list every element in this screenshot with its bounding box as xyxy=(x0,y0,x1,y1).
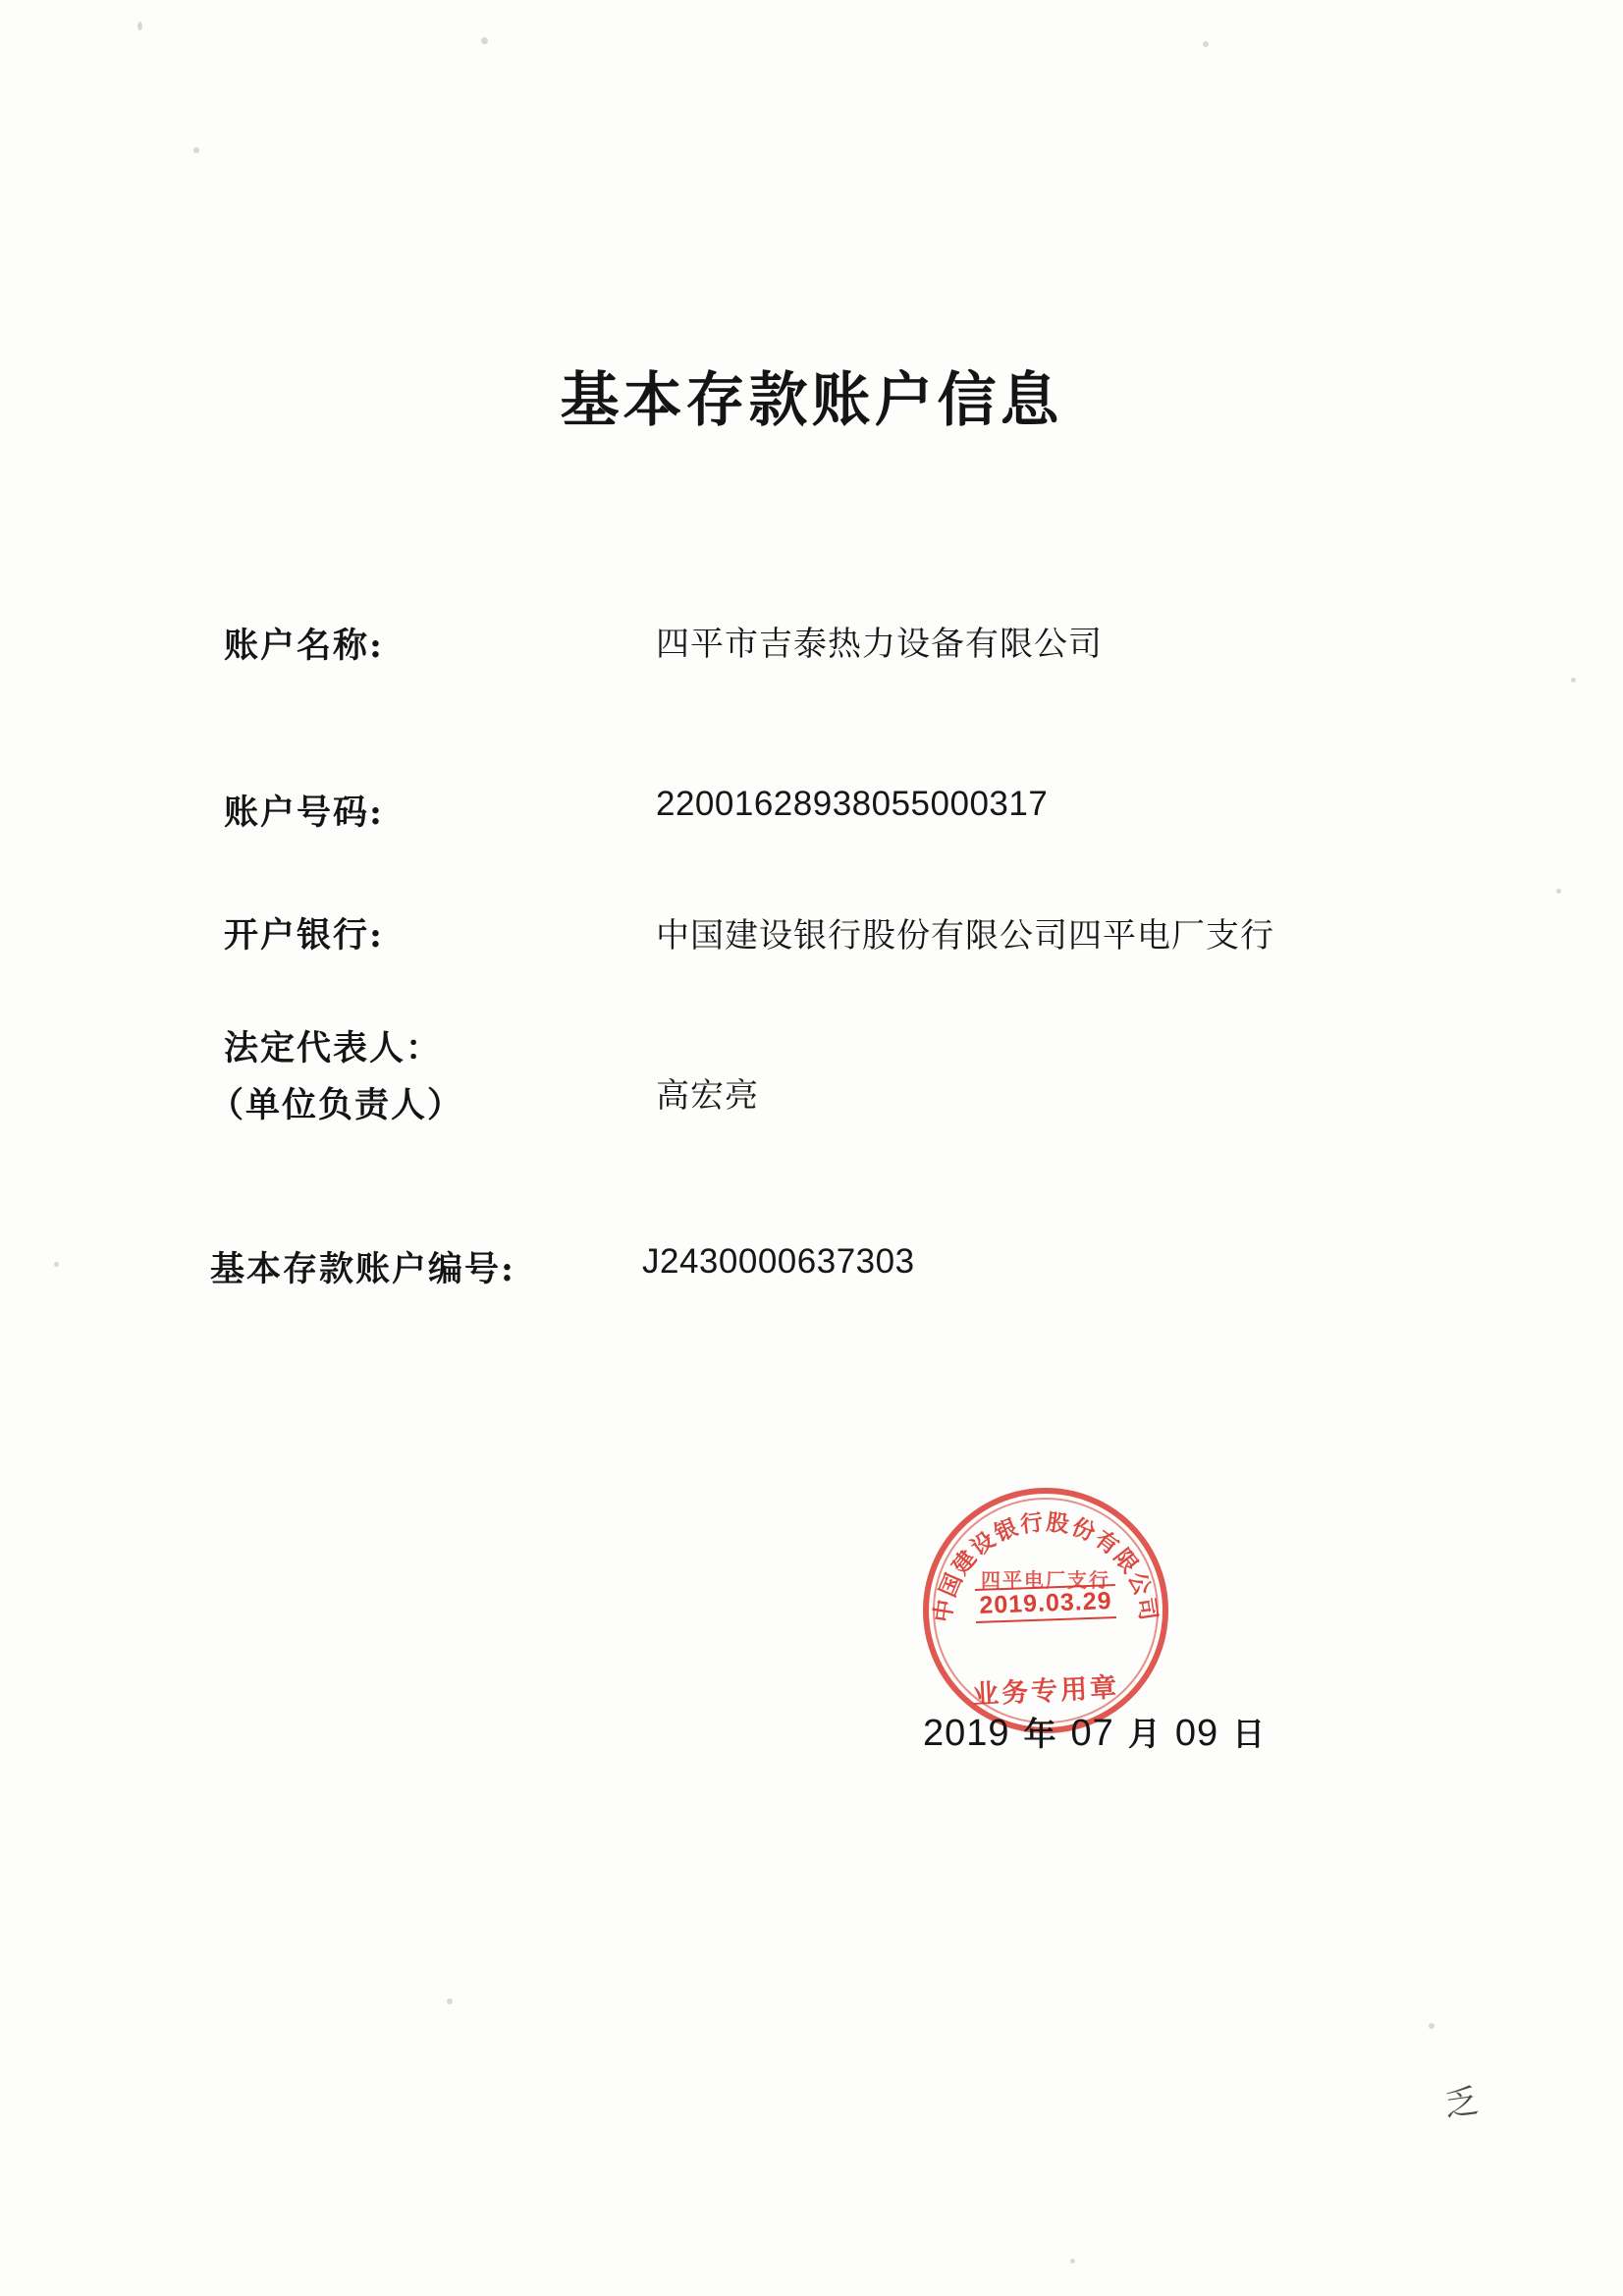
scan-speck xyxy=(1429,2023,1434,2029)
scan-speck xyxy=(54,1262,59,1267)
seal-inner-ring xyxy=(933,1498,1159,1723)
date-year: 2019 xyxy=(923,1713,1010,1754)
seal-arc-text-svg xyxy=(923,1488,1168,1733)
field-label: 基本存款账户编号: xyxy=(210,1249,515,1289)
field-value: J2430000637303 xyxy=(642,1242,915,1281)
field-label: 开户银行: xyxy=(224,915,384,956)
field-label: 账户名称: xyxy=(224,626,384,666)
field-value: 中国建设银行股份有限公司四平电厂支行 xyxy=(656,916,1274,956)
bank-seal-stamp xyxy=(923,1488,1168,1733)
date-year-unit: 年 xyxy=(1023,1715,1057,1753)
scan-speck xyxy=(1070,2259,1075,2264)
seal-date: 2019.03.29 xyxy=(975,1584,1116,1623)
field-account-code xyxy=(210,1242,915,1291)
field-legal-representative xyxy=(209,1021,759,1125)
seal-branch-text: 四平电厂支行 xyxy=(981,1567,1110,1592)
date-month-unit: 月 xyxy=(1127,1715,1162,1753)
field-label: 账户号码: xyxy=(224,793,384,833)
scan-speck xyxy=(193,147,199,153)
scan-speck xyxy=(481,37,488,44)
scan-speck xyxy=(1571,678,1576,683)
field-account-name xyxy=(224,619,1103,668)
date-day-unit: 日 xyxy=(1232,1715,1267,1753)
field-bank-name xyxy=(224,908,1274,957)
date-day: 09 xyxy=(1174,1713,1219,1754)
seal-outer-ring xyxy=(923,1488,1168,1733)
handwritten-mark: 乏 xyxy=(1441,2081,1482,2126)
scan-speck xyxy=(137,22,142,30)
field-value: 22001628938055000317 xyxy=(656,785,1049,823)
seal-bottom-text: 业务专用章 xyxy=(971,1672,1120,1711)
page-title: 基本存款账户信息 xyxy=(560,366,1063,435)
date-month: 07 xyxy=(1070,1713,1114,1754)
scan-speck xyxy=(447,1998,453,2004)
field-label: 法定代表人： xyxy=(224,1028,443,1068)
issue-date xyxy=(923,1709,1266,1755)
field-label-secondary: （单位负责人） xyxy=(209,1085,464,1125)
field-value: 高宏亮 xyxy=(656,1076,759,1116)
seal-arc-text: 中国建设银行股份有限公司 xyxy=(929,1508,1163,1624)
scan-speck xyxy=(1203,41,1209,47)
field-account-number xyxy=(224,785,1049,835)
field-value: 四平市吉泰热力设备有限公司 xyxy=(656,625,1103,664)
scan-speck xyxy=(1556,889,1561,894)
